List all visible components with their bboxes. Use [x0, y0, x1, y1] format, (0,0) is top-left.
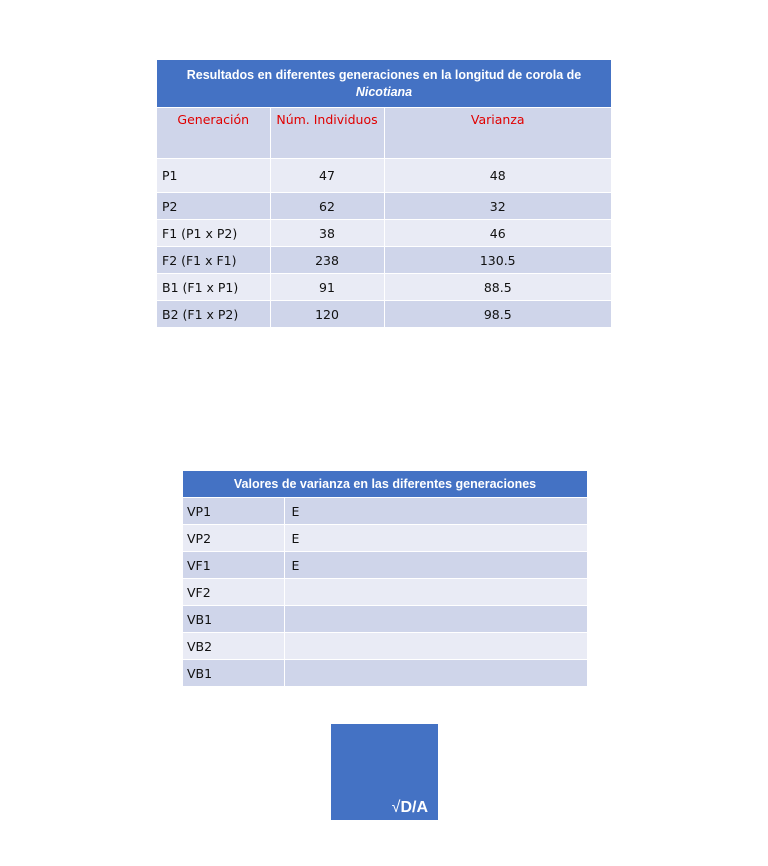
cell-variance-label: VB1 [183, 660, 284, 687]
cell-variance-label: VF2 [183, 579, 284, 606]
table1-title [157, 60, 611, 108]
cell-individuals: 38 [270, 220, 384, 247]
variance-values-table [183, 471, 587, 687]
table-row [183, 606, 587, 633]
table1-title-line2: Nicotiana [355, 84, 413, 99]
cell-individuals: 91 [270, 274, 384, 301]
column-header-variance: Varianza [384, 108, 611, 159]
cell-variance-label: VB1 [183, 606, 284, 633]
cell-generation: B1 (F1 x P1) [157, 274, 270, 301]
cell-variance: 46 [384, 220, 611, 247]
cell-variance-label: VP1 [183, 498, 284, 525]
table-row [183, 579, 587, 606]
table-row [157, 274, 611, 301]
cell-variance: 98.5 [384, 301, 611, 328]
cell-generation: B2 (F1 x P2) [157, 301, 270, 328]
cell-generation: F1 (P1 x P2) [157, 220, 270, 247]
table2-title: Valores de varianza en las diferentes generaciones [183, 471, 587, 498]
table-row [157, 247, 611, 274]
cell-variance-value[interactable] [284, 660, 587, 687]
cell-variance-value[interactable] [284, 606, 587, 633]
square-root-symbol: √ [391, 799, 401, 816]
column-header-generation: Generación [157, 108, 270, 159]
cell-variance: 32 [384, 193, 611, 220]
table-row [157, 193, 611, 220]
table-row [183, 552, 587, 579]
cell-variance: 88.5 [384, 274, 611, 301]
table1-header-row [157, 108, 611, 159]
cell-generation: P2 [157, 193, 270, 220]
cell-variance: 48 [384, 159, 611, 193]
formula-text: D/A [400, 799, 428, 816]
cell-variance: 130.5 [384, 247, 611, 274]
table-row [157, 301, 611, 328]
cell-variance-label: VP2 [183, 525, 284, 552]
table-row [157, 220, 611, 247]
cell-generation: F2 (F1 x F1) [157, 247, 270, 274]
table-row [183, 633, 587, 660]
cell-variance-value[interactable] [284, 633, 587, 660]
cell-individuals: 238 [270, 247, 384, 274]
cell-variance-label: VB2 [183, 633, 284, 660]
table1-title-line1: Resultados en diferentes generaciones en la longitud de corola de [186, 67, 582, 82]
table-row [183, 498, 587, 525]
table-row [157, 159, 611, 193]
cell-individuals: 62 [270, 193, 384, 220]
cell-generation: P1 [157, 159, 270, 193]
cell-individuals: 120 [270, 301, 384, 328]
cell-individuals: 47 [270, 159, 384, 193]
table-row [183, 660, 587, 687]
cell-variance-value[interactable] [284, 579, 587, 606]
cell-variance-value[interactable]: E [284, 552, 587, 579]
cell-variance-value[interactable]: E [284, 498, 587, 525]
formula-box[interactable] [331, 724, 438, 820]
cell-variance-value[interactable]: E [284, 525, 587, 552]
cell-variance-label: VF1 [183, 552, 284, 579]
formula-label [392, 799, 428, 817]
column-header-individuals: Núm. Individuos [270, 108, 384, 159]
table-row [183, 525, 587, 552]
generations-results-table [157, 60, 611, 328]
